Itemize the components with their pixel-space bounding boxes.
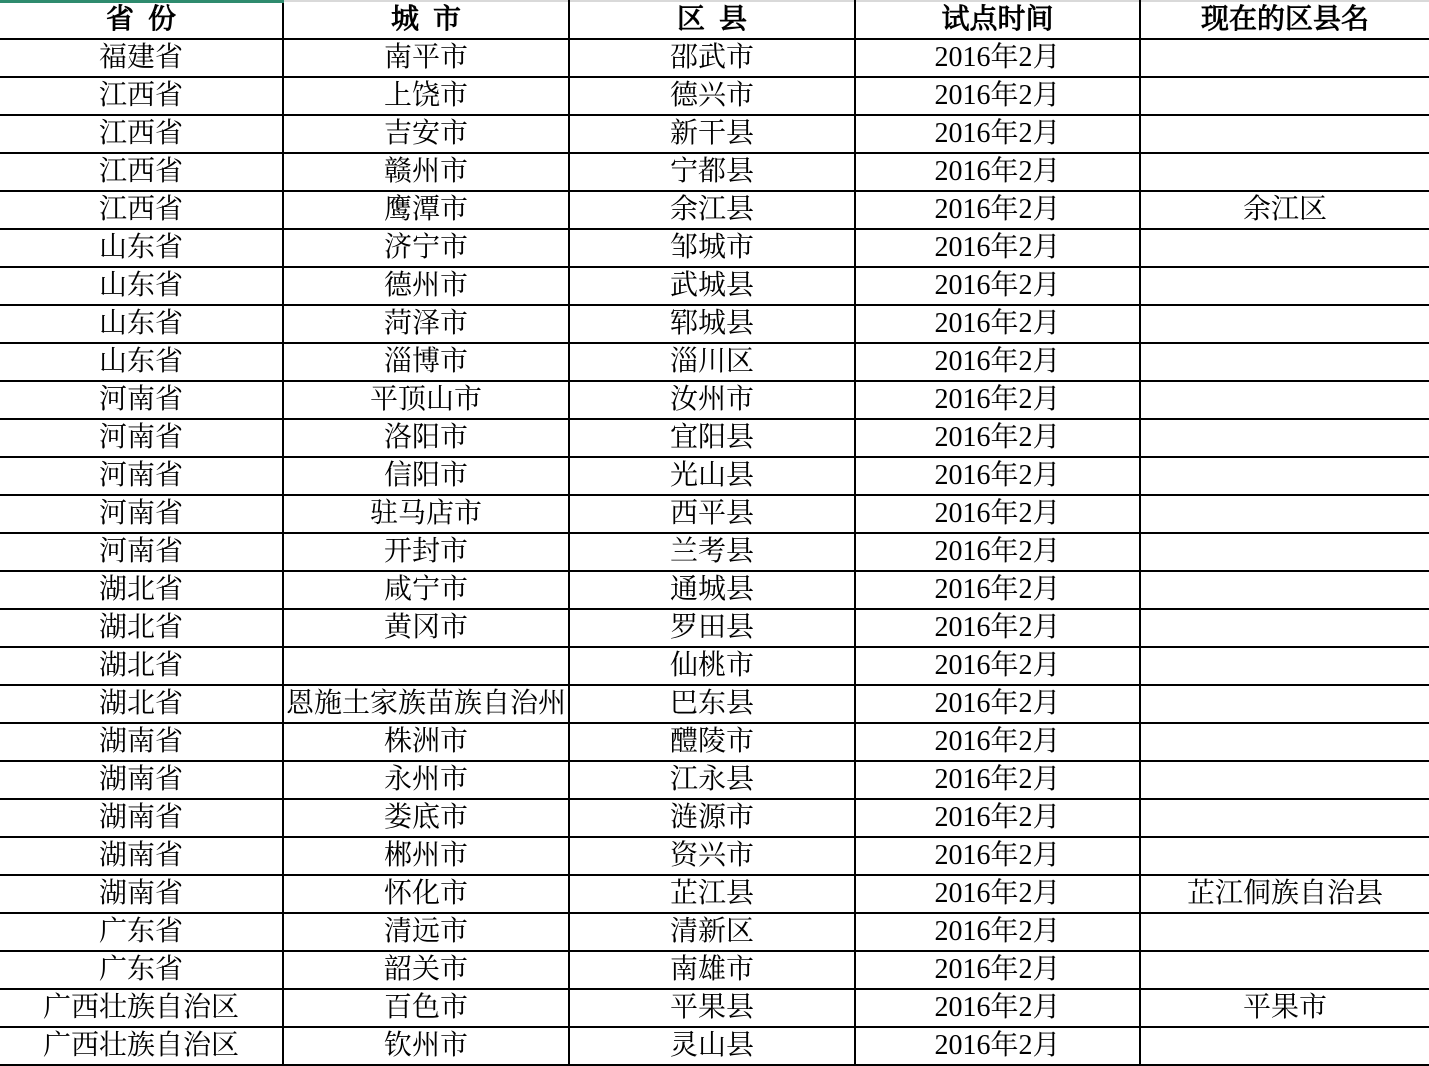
cell-province[interactable]: 河南省	[0, 419, 283, 457]
cell-province[interactable]: 广东省	[0, 951, 283, 989]
cell-pilot-date[interactable]: 2016年2月	[855, 609, 1140, 647]
cell-province[interactable]: 广西壮族自治区	[0, 1027, 283, 1065]
cell-district[interactable]: 邵武市	[569, 39, 855, 77]
cell-current-name[interactable]	[1140, 457, 1429, 495]
table-row	[0, 457, 1429, 495]
cell-pilot-date[interactable]: 2016年2月	[855, 229, 1140, 267]
cell-current-name[interactable]	[1140, 77, 1429, 115]
cell-province[interactable]: 山东省	[0, 267, 283, 305]
cell-province[interactable]: 山东省	[0, 305, 283, 343]
cell-pilot-date[interactable]: 2016年2月	[855, 115, 1140, 153]
column-header-city[interactable]: 城市	[283, 1, 569, 39]
cell-district[interactable]: 德兴市	[569, 77, 855, 115]
table-row	[0, 229, 1429, 267]
cell-current-name[interactable]: 余江区	[1140, 191, 1429, 229]
cell-district[interactable]: 余江县	[569, 191, 855, 229]
cell-pilot-date[interactable]: 2016年2月	[855, 685, 1140, 723]
cell-pilot-date[interactable]: 2016年2月	[855, 419, 1140, 457]
cell-pilot-date[interactable]: 2016年2月	[855, 913, 1140, 951]
cell-city[interactable]: 吉安市	[283, 115, 569, 153]
cell-city[interactable]: 钦州市	[283, 1027, 569, 1065]
cell-current-name[interactable]	[1140, 533, 1429, 571]
cell-city[interactable]: 菏泽市	[283, 305, 569, 343]
cell-district[interactable]: 武城县	[569, 267, 855, 305]
cell-pilot-date[interactable]: 2016年2月	[855, 875, 1140, 913]
cell-province[interactable]: 山东省	[0, 229, 283, 267]
cell-current-name[interactable]	[1140, 685, 1429, 723]
cell-city[interactable]: 淄博市	[283, 343, 569, 381]
table-row	[0, 989, 1429, 1027]
cell-district[interactable]: 罗田县	[569, 609, 855, 647]
cell-pilot-date[interactable]: 2016年2月	[855, 457, 1140, 495]
cell-district[interactable]: 南雄市	[569, 951, 855, 989]
cell-current-name[interactable]	[1140, 1027, 1429, 1065]
cell-city[interactable]: 平顶山市	[283, 381, 569, 419]
cell-pilot-date[interactable]: 2016年2月	[855, 495, 1140, 533]
table-row	[0, 875, 1429, 913]
cell-district[interactable]: 资兴市	[569, 837, 855, 875]
cell-current-name[interactable]	[1140, 267, 1429, 305]
cell-current-name[interactable]	[1140, 799, 1429, 837]
cell-current-name[interactable]	[1140, 419, 1429, 457]
cell-district[interactable]: 通城县	[569, 571, 855, 609]
cell-province[interactable]: 江西省	[0, 115, 283, 153]
cell-city[interactable]: 驻马店市	[283, 495, 569, 533]
cell-city[interactable]: 济宁市	[283, 229, 569, 267]
cell-district[interactable]: 清新区	[569, 913, 855, 951]
cell-current-name[interactable]	[1140, 647, 1429, 685]
cell-pilot-date[interactable]: 2016年2月	[855, 571, 1140, 609]
cell-district[interactable]: 新干县	[569, 115, 855, 153]
table-row	[0, 609, 1429, 647]
table-row	[0, 837, 1429, 875]
cell-district[interactable]: 芷江县	[569, 875, 855, 913]
cell-district[interactable]: 醴陵市	[569, 723, 855, 761]
cell-current-name[interactable]	[1140, 39, 1429, 77]
cell-current-name[interactable]	[1140, 229, 1429, 267]
cell-city[interactable]: 信阳市	[283, 457, 569, 495]
table-row	[0, 1027, 1429, 1065]
table-body	[0, 39, 1429, 1065]
header-row	[0, 1, 1429, 39]
selection-top-border-accent	[0, 0, 284, 3]
cell-pilot-date[interactable]: 2016年2月	[855, 989, 1140, 1027]
table-row	[0, 153, 1429, 191]
cell-city[interactable]: 怀化市	[283, 875, 569, 913]
cell-province[interactable]: 湖北省	[0, 609, 283, 647]
cell-city[interactable]: 株洲市	[283, 723, 569, 761]
cell-current-name[interactable]	[1140, 913, 1429, 951]
table-row	[0, 77, 1429, 115]
table-row	[0, 115, 1429, 153]
cell-province[interactable]: 湖北省	[0, 685, 283, 723]
cell-province[interactable]: 广东省	[0, 913, 283, 951]
cell-province[interactable]: 江西省	[0, 153, 283, 191]
cell-district[interactable]: 涟源市	[569, 799, 855, 837]
cell-district[interactable]: 郓城县	[569, 305, 855, 343]
cell-pilot-date[interactable]: 2016年2月	[855, 533, 1140, 571]
cell-pilot-date[interactable]: 2016年2月	[855, 267, 1140, 305]
cell-city[interactable]: 德州市	[283, 267, 569, 305]
table-row	[0, 39, 1429, 77]
cell-pilot-date[interactable]: 2016年2月	[855, 951, 1140, 989]
cell-district[interactable]: 宜阳县	[569, 419, 855, 457]
cell-province[interactable]: 河南省	[0, 457, 283, 495]
cell-district[interactable]: 平果县	[569, 989, 855, 1027]
cell-province[interactable]: 河南省	[0, 495, 283, 533]
cell-city[interactable]: 鹰潭市	[283, 191, 569, 229]
cell-city[interactable]: 咸宁市	[283, 571, 569, 609]
table-row	[0, 381, 1429, 419]
cell-city[interactable]: 黄冈市	[283, 609, 569, 647]
cell-city[interactable]: 南平市	[283, 39, 569, 77]
cell-province[interactable]: 湖南省	[0, 837, 283, 875]
cell-province[interactable]: 河南省	[0, 381, 283, 419]
table-row	[0, 723, 1429, 761]
cell-city[interactable]: 赣州市	[283, 153, 569, 191]
cell-pilot-date[interactable]: 2016年2月	[855, 305, 1140, 343]
cell-district[interactable]: 灵山县	[569, 1027, 855, 1065]
cell-city[interactable]: 开封市	[283, 533, 569, 571]
cell-current-name[interactable]	[1140, 761, 1429, 799]
cell-district[interactable]: 兰考县	[569, 533, 855, 571]
cell-pilot-date[interactable]: 2016年2月	[855, 799, 1140, 837]
cell-district[interactable]: 巴东县	[569, 685, 855, 723]
cell-pilot-date[interactable]: 2016年2月	[855, 343, 1140, 381]
cell-pilot-date[interactable]: 2016年2月	[855, 837, 1140, 875]
table-row	[0, 913, 1429, 951]
cell-province[interactable]: 湖北省	[0, 571, 283, 609]
cell-province[interactable]: 湖南省	[0, 761, 283, 799]
column-header-district[interactable]: 区县	[569, 1, 855, 39]
cell-city[interactable]: 韶关市	[283, 951, 569, 989]
cell-current-name[interactable]: 芷江侗族自治县	[1140, 875, 1429, 913]
cell-current-name[interactable]	[1140, 951, 1429, 989]
table-row	[0, 191, 1429, 229]
table-row	[0, 305, 1429, 343]
cell-city[interactable]: 百色市	[283, 989, 569, 1027]
column-header-pilot-date[interactable]: 试点时间	[855, 1, 1140, 39]
table-row	[0, 267, 1429, 305]
cell-district[interactable]: 江永县	[569, 761, 855, 799]
table-row	[0, 647, 1429, 685]
cell-province[interactable]: 湖南省	[0, 799, 283, 837]
cell-pilot-date[interactable]: 2016年2月	[855, 191, 1140, 229]
cell-city[interactable]: 清远市	[283, 913, 569, 951]
table-row	[0, 951, 1429, 989]
cell-province[interactable]: 湖南省	[0, 723, 283, 761]
table-row	[0, 571, 1429, 609]
cell-city[interactable]: 上饶市	[283, 77, 569, 115]
cell-city[interactable]: 永州市	[283, 761, 569, 799]
cell-current-name[interactable]	[1140, 837, 1429, 875]
cell-city[interactable]: 洛阳市	[283, 419, 569, 457]
table-row	[0, 495, 1429, 533]
cell-pilot-date[interactable]: 2016年2月	[855, 77, 1140, 115]
cell-current-name[interactable]: 平果市	[1140, 989, 1429, 1027]
table-header	[0, 1, 1429, 39]
cell-pilot-date[interactable]: 2016年2月	[855, 153, 1140, 191]
cell-province[interactable]: 福建省	[0, 39, 283, 77]
cell-current-name[interactable]	[1140, 723, 1429, 761]
column-header-current-name[interactable]: 现在的区县名	[1140, 1, 1429, 39]
cell-pilot-date[interactable]: 2016年2月	[855, 39, 1140, 77]
table-row	[0, 343, 1429, 381]
cell-current-name[interactable]	[1140, 115, 1429, 153]
cell-current-name[interactable]	[1140, 381, 1429, 419]
cell-current-name[interactable]	[1140, 153, 1429, 191]
table-row	[0, 761, 1429, 799]
cell-province[interactable]: 河南省	[0, 533, 283, 571]
cell-district[interactable]: 西平县	[569, 495, 855, 533]
cell-province[interactable]: 山东省	[0, 343, 283, 381]
cell-district[interactable]: 邹城市	[569, 229, 855, 267]
cell-pilot-date[interactable]: 2016年2月	[855, 723, 1140, 761]
cell-city[interactable]: 恩施土家族苗族自治州	[283, 685, 569, 723]
cell-district[interactable]: 宁都县	[569, 153, 855, 191]
table-row	[0, 685, 1429, 723]
cell-current-name[interactable]	[1140, 305, 1429, 343]
cell-pilot-date[interactable]: 2016年2月	[855, 1027, 1140, 1065]
cell-current-name[interactable]	[1140, 495, 1429, 533]
cell-pilot-date[interactable]: 2016年2月	[855, 647, 1140, 685]
cell-province[interactable]: 湖南省	[0, 875, 283, 913]
cell-province[interactable]: 江西省	[0, 191, 283, 229]
cell-current-name[interactable]	[1140, 343, 1429, 381]
cell-current-name[interactable]	[1140, 571, 1429, 609]
table-row	[0, 419, 1429, 457]
cell-province[interactable]: 湖北省	[0, 647, 283, 685]
cell-district[interactable]: 汝州市	[569, 381, 855, 419]
table-row	[0, 799, 1429, 837]
cell-current-name[interactable]	[1140, 609, 1429, 647]
cell-district[interactable]: 淄川区	[569, 343, 855, 381]
cell-city[interactable]	[283, 647, 569, 685]
cell-province[interactable]: 广西壮族自治区	[0, 989, 283, 1027]
column-header-province[interactable]: 省份	[0, 1, 283, 39]
cell-province[interactable]: 江西省	[0, 77, 283, 115]
table-row	[0, 533, 1429, 571]
cell-district[interactable]: 仙桃市	[569, 647, 855, 685]
cell-district[interactable]: 光山县	[569, 457, 855, 495]
cell-city[interactable]: 娄底市	[283, 799, 569, 837]
cell-city[interactable]: 郴州市	[283, 837, 569, 875]
cell-pilot-date[interactable]: 2016年2月	[855, 761, 1140, 799]
cell-pilot-date[interactable]: 2016年2月	[855, 381, 1140, 419]
